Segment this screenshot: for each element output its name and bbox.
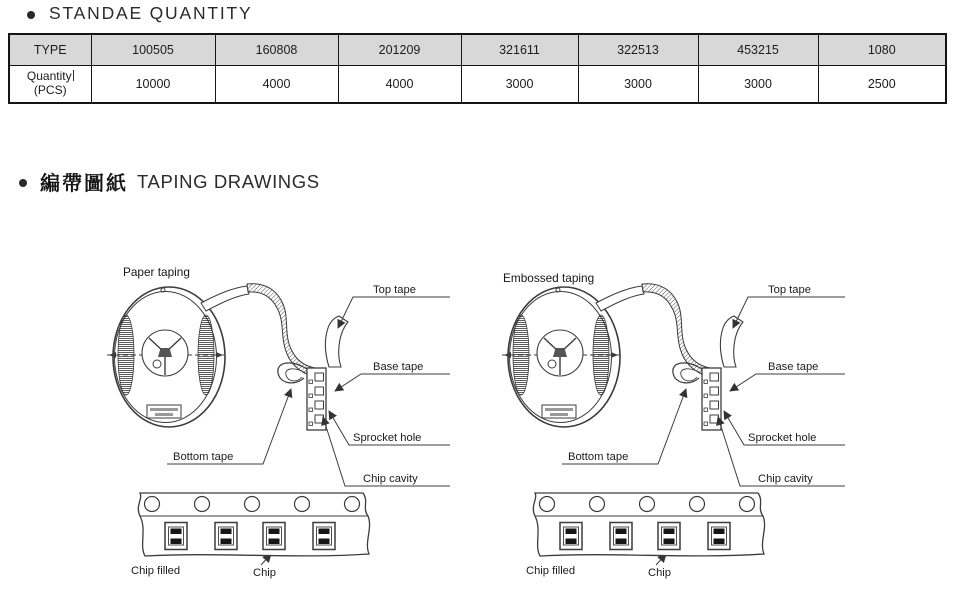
- quantity-cell: 4000: [215, 65, 338, 103]
- section-header-standard-quantity: [27, 3, 253, 24]
- quantity-cell: 3000: [698, 65, 818, 103]
- diagram-title: Embossed taping: [503, 271, 595, 285]
- label-bottom-tape: Bottom tape: [173, 451, 234, 463]
- row-label-cell: [9, 65, 91, 103]
- table-header-cell: 1080: [818, 34, 946, 65]
- label-chip: Chip: [253, 567, 277, 579]
- embossed-taping-diagram: [480, 256, 850, 596]
- label-bottom-tape: Bottom tape: [568, 451, 629, 463]
- label-chip: Chip: [648, 567, 672, 579]
- table-quantity-row: [9, 65, 946, 103]
- label-chip-filled: Chip filled: [526, 565, 576, 577]
- diagram-title: Paper taping: [123, 265, 190, 279]
- section-header-taping-drawings: [19, 167, 320, 196]
- table-header-cell: 322513: [578, 34, 698, 65]
- paper-taping-diagram: [85, 256, 455, 596]
- row-label-line1: Quantity: [26, 68, 72, 83]
- section-title-en: TAPING DRAWINGS: [137, 170, 320, 192]
- label-sprocket-hole: Sprocket hole: [748, 432, 817, 444]
- label-chip-filled: Chip filled: [131, 565, 181, 577]
- label-sprocket-hole: Sprocket hole: [353, 432, 422, 444]
- quantity-cell: 10000: [91, 65, 215, 103]
- section-title-cjk: 編帶圖紙: [40, 173, 128, 195]
- standard-quantity-table: [8, 33, 947, 104]
- taping-line-art: [502, 284, 845, 565]
- bullet-icon: [27, 11, 35, 19]
- label-base-tape: Base tape: [373, 361, 424, 373]
- table-header-cell: 160808: [215, 34, 338, 65]
- table-header-cell: 453215: [698, 34, 818, 65]
- label-chip-cavity: Chip cavity: [758, 473, 813, 485]
- quantity-cell: 3000: [578, 65, 698, 103]
- table-header-cell: 321611: [461, 34, 578, 65]
- table-header-cell: 201209: [338, 34, 461, 65]
- quantity-cell: 4000: [338, 65, 461, 103]
- section-title: STANDAE QUANTITY: [49, 3, 253, 23]
- label-chip-cavity: Chip cavity: [363, 473, 418, 485]
- label-top-tape: Top tape: [373, 284, 416, 296]
- quantity-cell: 3000: [461, 65, 578, 103]
- bullet-icon: [19, 179, 27, 187]
- scan-artifact-line: [73, 70, 74, 81]
- quantity-cell: 2500: [818, 65, 946, 103]
- table-header-cell: 100505: [91, 34, 215, 65]
- row-label-line2: (PCS): [33, 82, 67, 97]
- table-header-row: [9, 34, 946, 65]
- table-header-cell-type: TYPE: [9, 34, 91, 65]
- label-top-tape: Top tape: [768, 284, 811, 296]
- taping-line-art: [107, 284, 450, 565]
- label-base-tape: Base tape: [768, 361, 819, 373]
